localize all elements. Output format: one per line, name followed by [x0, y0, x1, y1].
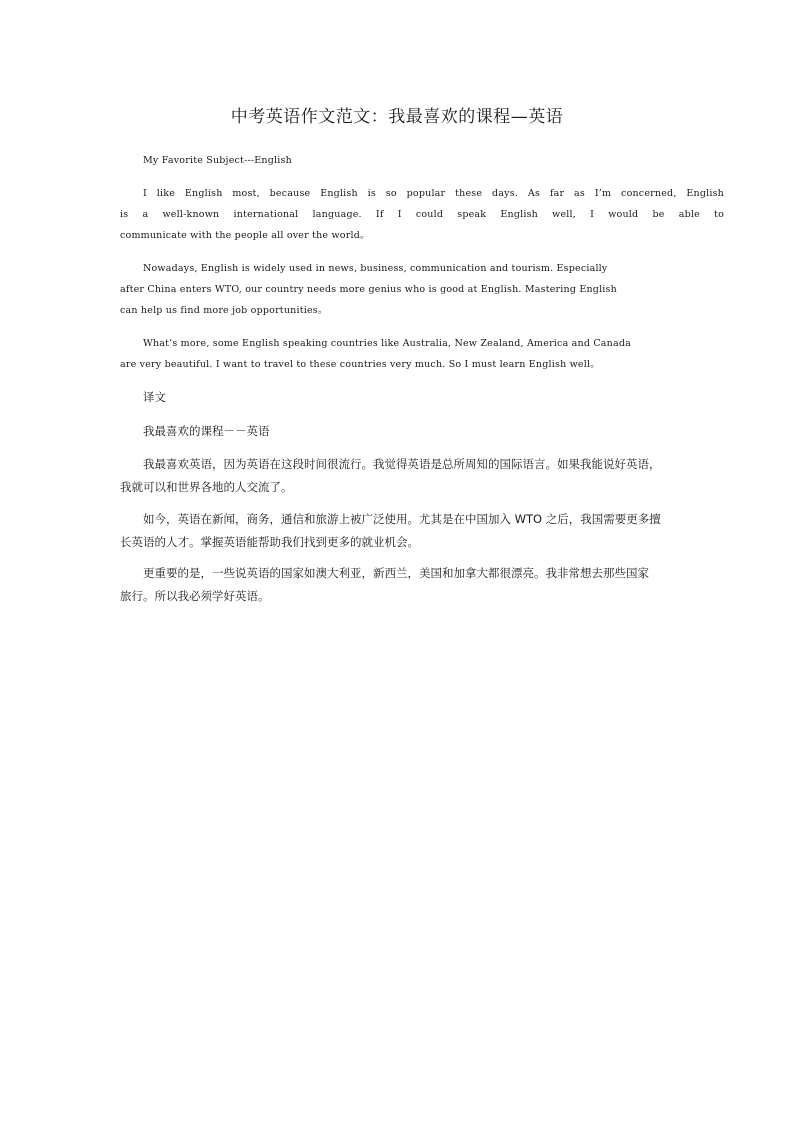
paragraph-line: 如今，英语在新闻，商务，通信和旅游上被广泛使用。尤其是在中国加入 WTO 之后，我国需要更多擅	[143, 512, 661, 526]
translation-paragraph-3	[120, 562, 724, 608]
paragraph-line: I like English most, because English is so popular these days. As far as I’m concerned, English	[143, 188, 724, 199]
paragraph-line: 我就可以和世界各地的人交流了。	[120, 480, 293, 494]
document-title: 中考英语作文范文：我最喜欢的课程—英语	[230, 107, 564, 127]
paragraph-line: What’s more, some English speaking countries like Australia, New Zealand, America and Canada	[143, 338, 631, 349]
paragraph-line: 我最喜欢英语，因为英语在这段时间很流行。我觉得英语是总所周知的国际语言。如果我能说好英语，	[143, 457, 661, 471]
english-heading: My Favorite Subject---English	[143, 155, 292, 166]
translation-paragraph-1	[120, 453, 724, 499]
paragraph-line: are very beautiful. I want to travel to these countries very much. So I must learn English well。	[120, 359, 600, 370]
paragraph-line: 长英语的人才。掌握英语能帮助我们找到更多的就业机会。	[120, 535, 419, 549]
paragraph-line: Nowadays, English is widely used in news, business, communication and tourism. Especially	[143, 263, 608, 274]
paragraph-line: 更重要的是，一些说英语的国家如澳大利亚，新西兰，美国和加拿大都很漂亮。我非常想去那些国家	[143, 566, 649, 580]
paragraph-line: is a well-known international language. If I could speak English well, I would be able to	[120, 209, 724, 220]
translation-heading: 我最喜欢的课程－－英语	[143, 424, 270, 438]
paragraph-line: after China enters WTO, our country needs more genius who is good at English. Mastering English	[120, 284, 617, 295]
english-paragraph-3	[120, 333, 724, 375]
english-paragraph-1	[120, 183, 724, 246]
translation-paragraph-2	[120, 508, 724, 554]
paragraph-line: communicate with the people all over the world。	[120, 230, 370, 241]
translation-label: 译文	[143, 390, 166, 404]
paragraph-line: can help us find more job opportunities。	[120, 305, 328, 316]
paragraph-line: 旅行。所以我必须学好英语。	[120, 589, 270, 603]
english-paragraph-2	[120, 258, 724, 321]
